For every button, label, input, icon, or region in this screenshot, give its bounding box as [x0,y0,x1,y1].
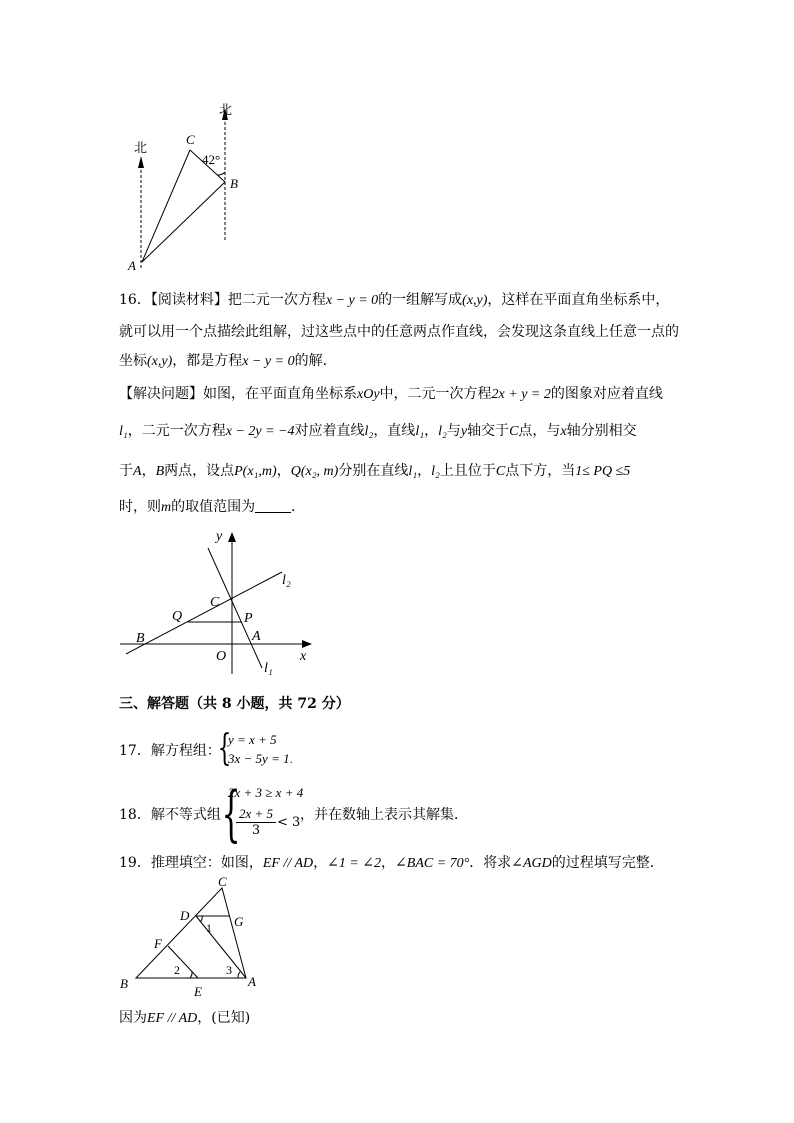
north-arrow-left [138,156,144,168]
q16-line-1: 16．【阅读材料】把二元一次方程x − y = 0的一组解写成(x,y)，这样在平面直角坐标系中， [119,292,670,308]
q18-brace: { [221,779,241,849]
label-f: F [154,936,162,951]
label-o: O [216,649,227,664]
q17-brace: { [217,728,232,769]
label-a: A [248,974,256,989]
angle-arc [217,172,225,175]
q16-line-4: 【解决问题】如图，在平面直角坐标系xOy中，二元一次方程2x + y = 2的图象对应着直线 [119,386,663,402]
segment-ac [142,150,190,262]
label-a: A [128,258,136,273]
triangle-figure [116,874,266,1004]
label-2: 2 [174,963,180,977]
label-l1: l₁ [264,661,273,676]
label-b: B [136,631,145,646]
reasoning-line-1: 因为EF // AD，(已知) [119,1010,251,1026]
frac-numerator: 2x + 5 [236,806,276,823]
q16-line-7: 时，则m的取值范围为 ． [119,499,306,515]
q17-prefix: 17．解方程组： [119,743,221,759]
segment-ab [142,182,225,262]
angle-2-arc [190,972,192,978]
frac-denominator: 3 [251,823,261,838]
q19-line: 19．推理填空：如图，EF // AD，∠1 = ∠2，∠BAC = 70°．将求∠AGD的过程填写完整． [119,855,664,871]
q16-line-6: 于A，B两点，设点P(x₁,m)，Q(x₂, m)分别在直线l₁，l₂上且位于C点下方，当1≤ PQ ≤5 [119,463,631,479]
q17-eq2-wrap: 3x − 5y = 1. [228,751,293,766]
angle-1-arc [200,916,202,922]
segment-ef [168,946,198,978]
q18-suffix: ，并在数轴上表示其解集． [300,807,468,823]
y-axis-arrow [228,532,236,542]
label-q: Q [172,609,183,624]
coordinate-figure [118,528,318,678]
q18-eq1: 2x + 3 ≥ x + 4 [228,785,304,800]
x-axis-arrow [302,640,312,648]
label-g: G [234,914,244,929]
label-a: A [252,629,261,644]
label-b: B [120,976,128,991]
label-c: C [186,132,195,147]
north-label-left: 北 [134,140,148,155]
label-l2: l₂ [282,573,291,588]
q18-prefix: 18．解不等式组 [119,807,221,823]
label-y: y [216,529,223,544]
q16-line-5: l₁，二元一次方程x − 2y = −4对应着直线l₂，直线l₁，l₂与y轴交于C点，与x轴分别相交 [119,423,637,439]
answer-blank[interactable] [255,498,291,513]
label-x: x [300,649,307,664]
q16-line-2: 就可以用一个点描绘此组解，过这些点中的任意两点作直线，会发现这条直线上任意一点的 [119,324,679,340]
north-label-right: 北 [219,102,233,117]
label-3: 3 [226,963,232,977]
label-d: D [180,908,190,923]
q17-eq1: y = x + 5 [228,732,277,747]
label-c: C [210,595,220,610]
angle-3-arc [238,972,240,978]
label-e: E [194,984,202,999]
label-p: P [244,611,253,626]
angle-label: 42° [202,152,221,167]
label-b: B [230,176,238,191]
label-c: C [218,874,227,889]
bearing-figure [120,98,260,278]
q16-line-3: 坐标(x,y)，都是方程x − y = 0的解． [119,353,337,369]
q18-eq2-rest: < 3 [277,815,301,830]
label-1: 1 [206,921,212,935]
section-title: 三、解答题（共 8 小题，共 72 分） [119,696,350,712]
q18-eq2 [236,806,276,839]
